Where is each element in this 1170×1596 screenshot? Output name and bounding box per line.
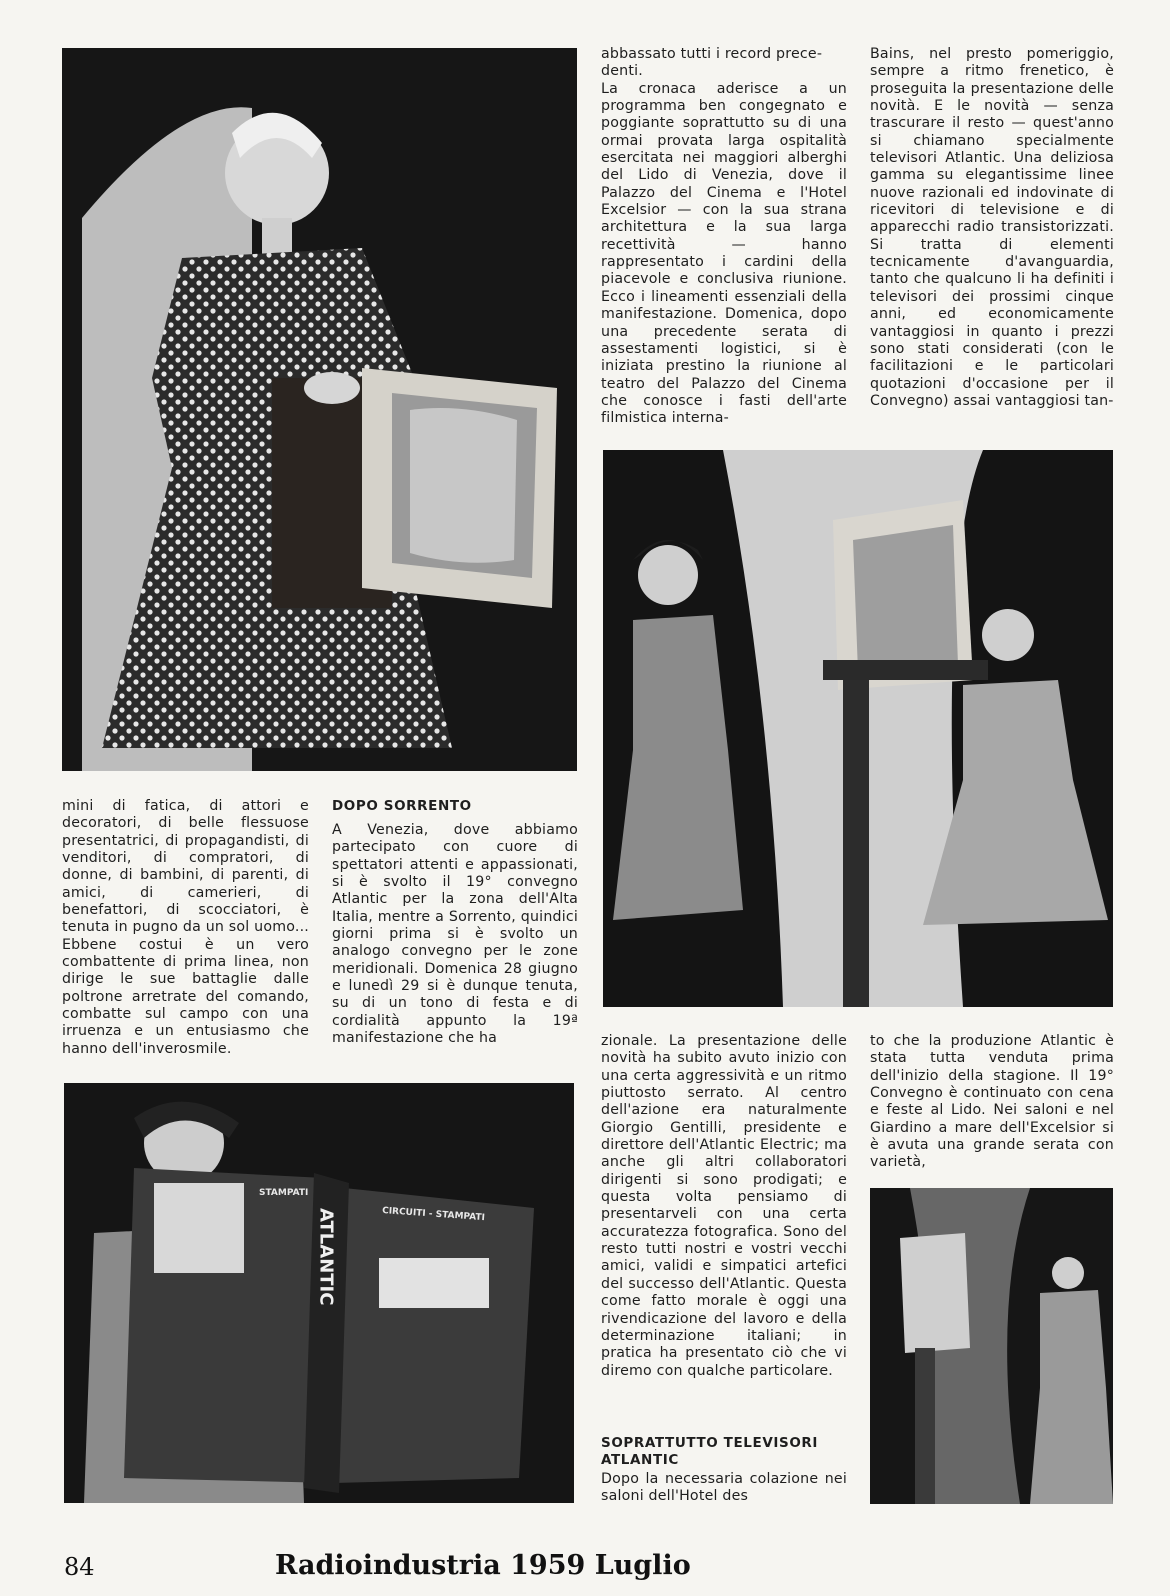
- photo-woman-beside-tv-image: [870, 1188, 1113, 1504]
- heading-dopo-sorrento: DOPO SORRENTO: [332, 798, 472, 814]
- column-top-middle: abbassato tutti i record prece- denti. La cronaca aderisce a un programma ben congegnato e poggiante soprattutto su di una ormai provata larga ospitalità esercitata nei maggiori alberghi del Lido di Venezia, dove il Palazzo del Cinema e l'Hotel Excelsior — con la sua strana architettura e la sua larga recettività — hanno rappresentato i cardini della piacevole e conclusiva riunione. Ecco i lineamenti essenziali della manifestazione. Domenica, dopo una precedente serata di assestamenti logistici, si è iniziata prestino la riunione al teatro del Palazzo del Cinema che conosce i fasti dell'arte filmistica interna-: [601, 46, 847, 427]
- photo-woman-circuit-boards-image: [64, 1083, 574, 1503]
- page-number: 84: [64, 1553, 95, 1581]
- publication-title: Radioindustria 1959 Luglio: [275, 1550, 691, 1581]
- column-bottom-middle: zionale. La presentazione delle novità ha subito avuto inizio con una certa aggressività e un ritmo piuttosto serrato. Al centro dell'azione era naturalmente Giorgio Gentilli, presidente e direttore dell'Atlantic Electric; ma anche gli altri collaboratori dirigenti si sono prodigati; e questa volta pensiamo di presentarveli con una certa accuratezza fotografica. Sono del resto tutti nostri e vostri vecchi amici, validi e simpatici artefici del successo dell'Atlantic. Questa come fatto morale è oggi una rivendicazione del lavoro e della determinazione italiani; in pratica ha presentato ciò che vi diremo con qualche particolare.: [601, 1033, 847, 1379]
- brand-vertical-label: ATLANTIC: [315, 1208, 337, 1306]
- photo-woman-holding-tv-image: [62, 48, 577, 771]
- column-middle-left: mini di fatica, di attori e decoratori, di belle flessuose presentatrici, di propagandisti, di venditori, di compratori, di donne, di bambini, di parenti, di amici, di camerieri, di benefattori, di scocciatori, è tenuta in pugno da un sol uomo... Ebbene costui è un vero combattente di prima linea, non dirige le sue battaglie dalle poltrone arretrate del comando, combatte sul campo con una irruenza e un entusiasmo che hanno dell'inverosmile.: [62, 798, 309, 1057]
- column-bottom-right: to che la produzione Atlantic è stata tutta venduta prima dell'inizio della stagione. Il 19° Convegno è continuato con cena e feste al Lido. Nei saloni e nel Giardino a mare dell'Excelsior si è avuta una grande serata con varietà,: [870, 1033, 1114, 1171]
- heading-soprattutto-televisori: SOPRATTUTTO TELEVISORI ATLANTIC: [601, 1435, 819, 1468]
- board-right-top-label: CIRCUITI - STAMPATI: [381, 1206, 486, 1224]
- board-left-top-label: STAMPATI: [259, 1188, 309, 1198]
- photo-woman-beside-tv: [870, 1188, 1113, 1504]
- column-middle-center: A Venezia, dove abbiamo partecipato con cuore di spettatori attenti e appassionati, si è svolto il 19° convegno Atlantic per la zona dell'Alta Italia, mentre a Sorrento, quindici giorni prima si è svolto un analogo convegno per le zone meridionali. Domenica 28 giugno e lunedì 29 si è dunque tenuta, su di un tono di festa e di cordialità appunto la 19ª manifestazione che ha: [332, 822, 578, 1047]
- column-bottom-middle-tail: Dopo la necessaria colazione nei saloni dell'Hotel des: [601, 1471, 847, 1505]
- photo-two-women-tv-stand: [603, 450, 1113, 1007]
- photo-two-women-tv-stand-image: [603, 450, 1113, 1007]
- photo-woman-holding-tv: [62, 48, 577, 771]
- column-top-right: Bains, nel presto pomeriggio, sempre a ritmo frenetico, è proseguita la presentazione delle novità. E le novità — senza trascurare il resto — quest'anno si chiamano specialmente televisori Atlantic. Una deliziosa gamma su elegantissime linee nuove razionali ed indovinate di ricevitori di televisione e di apparecchi radio transistorizzati. Si tratta di elementi tecnicamente d'avanguardia, tanto che qualcuno li ha definiti i televisori dei prossimi cinque anni, ed economicamente vantaggiosi in quanto i prezzi sono stati considerati (con le facilitazioni e le particolari quotazioni d'occasione per il Convegno) assai vantaggiosi tan-: [870, 46, 1114, 409]
- photo-woman-circuit-boards: [64, 1083, 574, 1503]
